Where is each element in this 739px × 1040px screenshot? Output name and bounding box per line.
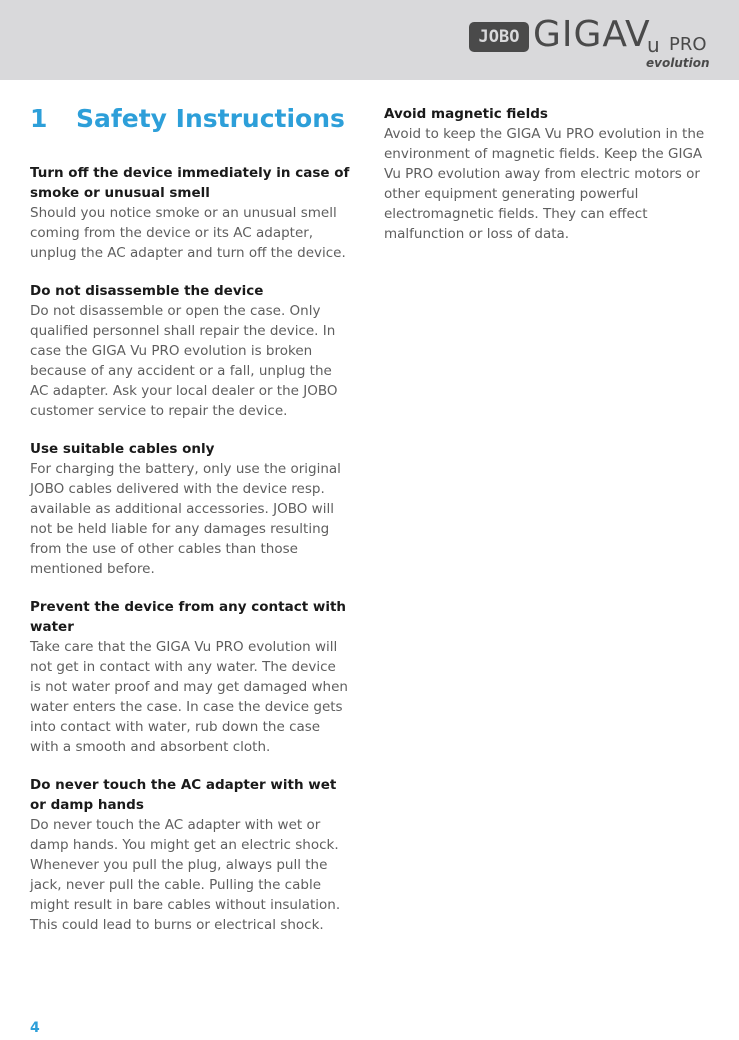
logo-giga-text: GIGA [533, 14, 629, 55]
section-do-not-disassemble [30, 281, 350, 421]
chapter-number: 1 [30, 104, 48, 133]
chapter-title [30, 102, 345, 136]
section-body: Avoid to keep the GIGA Vu PRO evolution in the environment of magnetic fields. Keep the GIGA Vu PRO evolution away from electric motors or other equipment generating powerful electromagnetic fields. They can effect malfunction or loss of data. [384, 126, 705, 242]
chapter-title-text: Safety Instructions [76, 104, 345, 133]
logo-pro-text: PRO [669, 34, 707, 55]
left-column [30, 163, 350, 953]
section-heading: Do never touch the AC adapter with wet or damp hands [30, 777, 337, 813]
section-heading: Turn off the device immediately in case of smoke or unusual smell [30, 165, 350, 201]
section-body: Should you notice smoke or an unusual smell coming from the device or its AC adapter, unplug the AC adapter and turn off the device. [30, 205, 346, 261]
right-column [384, 104, 710, 262]
section-magnetic-fields [384, 104, 710, 244]
section-body: For charging the battery, only use the original JOBO cables delivered with the device resp. available as additional accessories. JOBO will not be held liable for any damages resulting from the use of other cables than those mentioned before. [30, 461, 341, 577]
section-body: Do never touch the AC adapter with wet or damp hands. You might get an electric shock. Whenever you pull the plug, always pull the jack, never pull the cable. Pulling the cable might result in bare cables without insulation. This could lead to burns or electrical shock. [30, 817, 341, 933]
logo-v-text: V [625, 14, 650, 55]
page-number: 4 [30, 1020, 40, 1036]
section-heading: Avoid magnetic fields [384, 106, 548, 122]
section-heading: Do not disassemble the device [30, 283, 264, 299]
section-body: Take care that the GIGA Vu PRO evolution will not get in contact with any water. The device is not water proof and may get damaged when water enters the case. In case the device gets into contact with water, rub down the case with a smooth and absorbent cloth. [30, 639, 348, 755]
logo-vu-text: u [647, 33, 660, 57]
section-prevent-water-contact [30, 597, 350, 757]
section-heading: Use suitable cables only [30, 441, 215, 457]
logo-evolution-text: evolution [646, 56, 710, 70]
jobo-giga-vu-pro-logo [469, 12, 709, 72]
logo-jobo-badge: JOBO [469, 22, 529, 52]
section-turn-off-device [30, 163, 350, 263]
section-wet-hands [30, 775, 350, 935]
section-suitable-cables [30, 439, 350, 579]
section-heading: Prevent the device from any contact with water [30, 599, 347, 635]
section-body: Do not disassemble or open the case. Only qualified personnel shall repair the device. In case the GIGA Vu PRO evolution is broken because of any accident or a fall, unplug the AC adapter. Ask your local dealer or the JOBO customer service to repair the device. [30, 303, 338, 419]
